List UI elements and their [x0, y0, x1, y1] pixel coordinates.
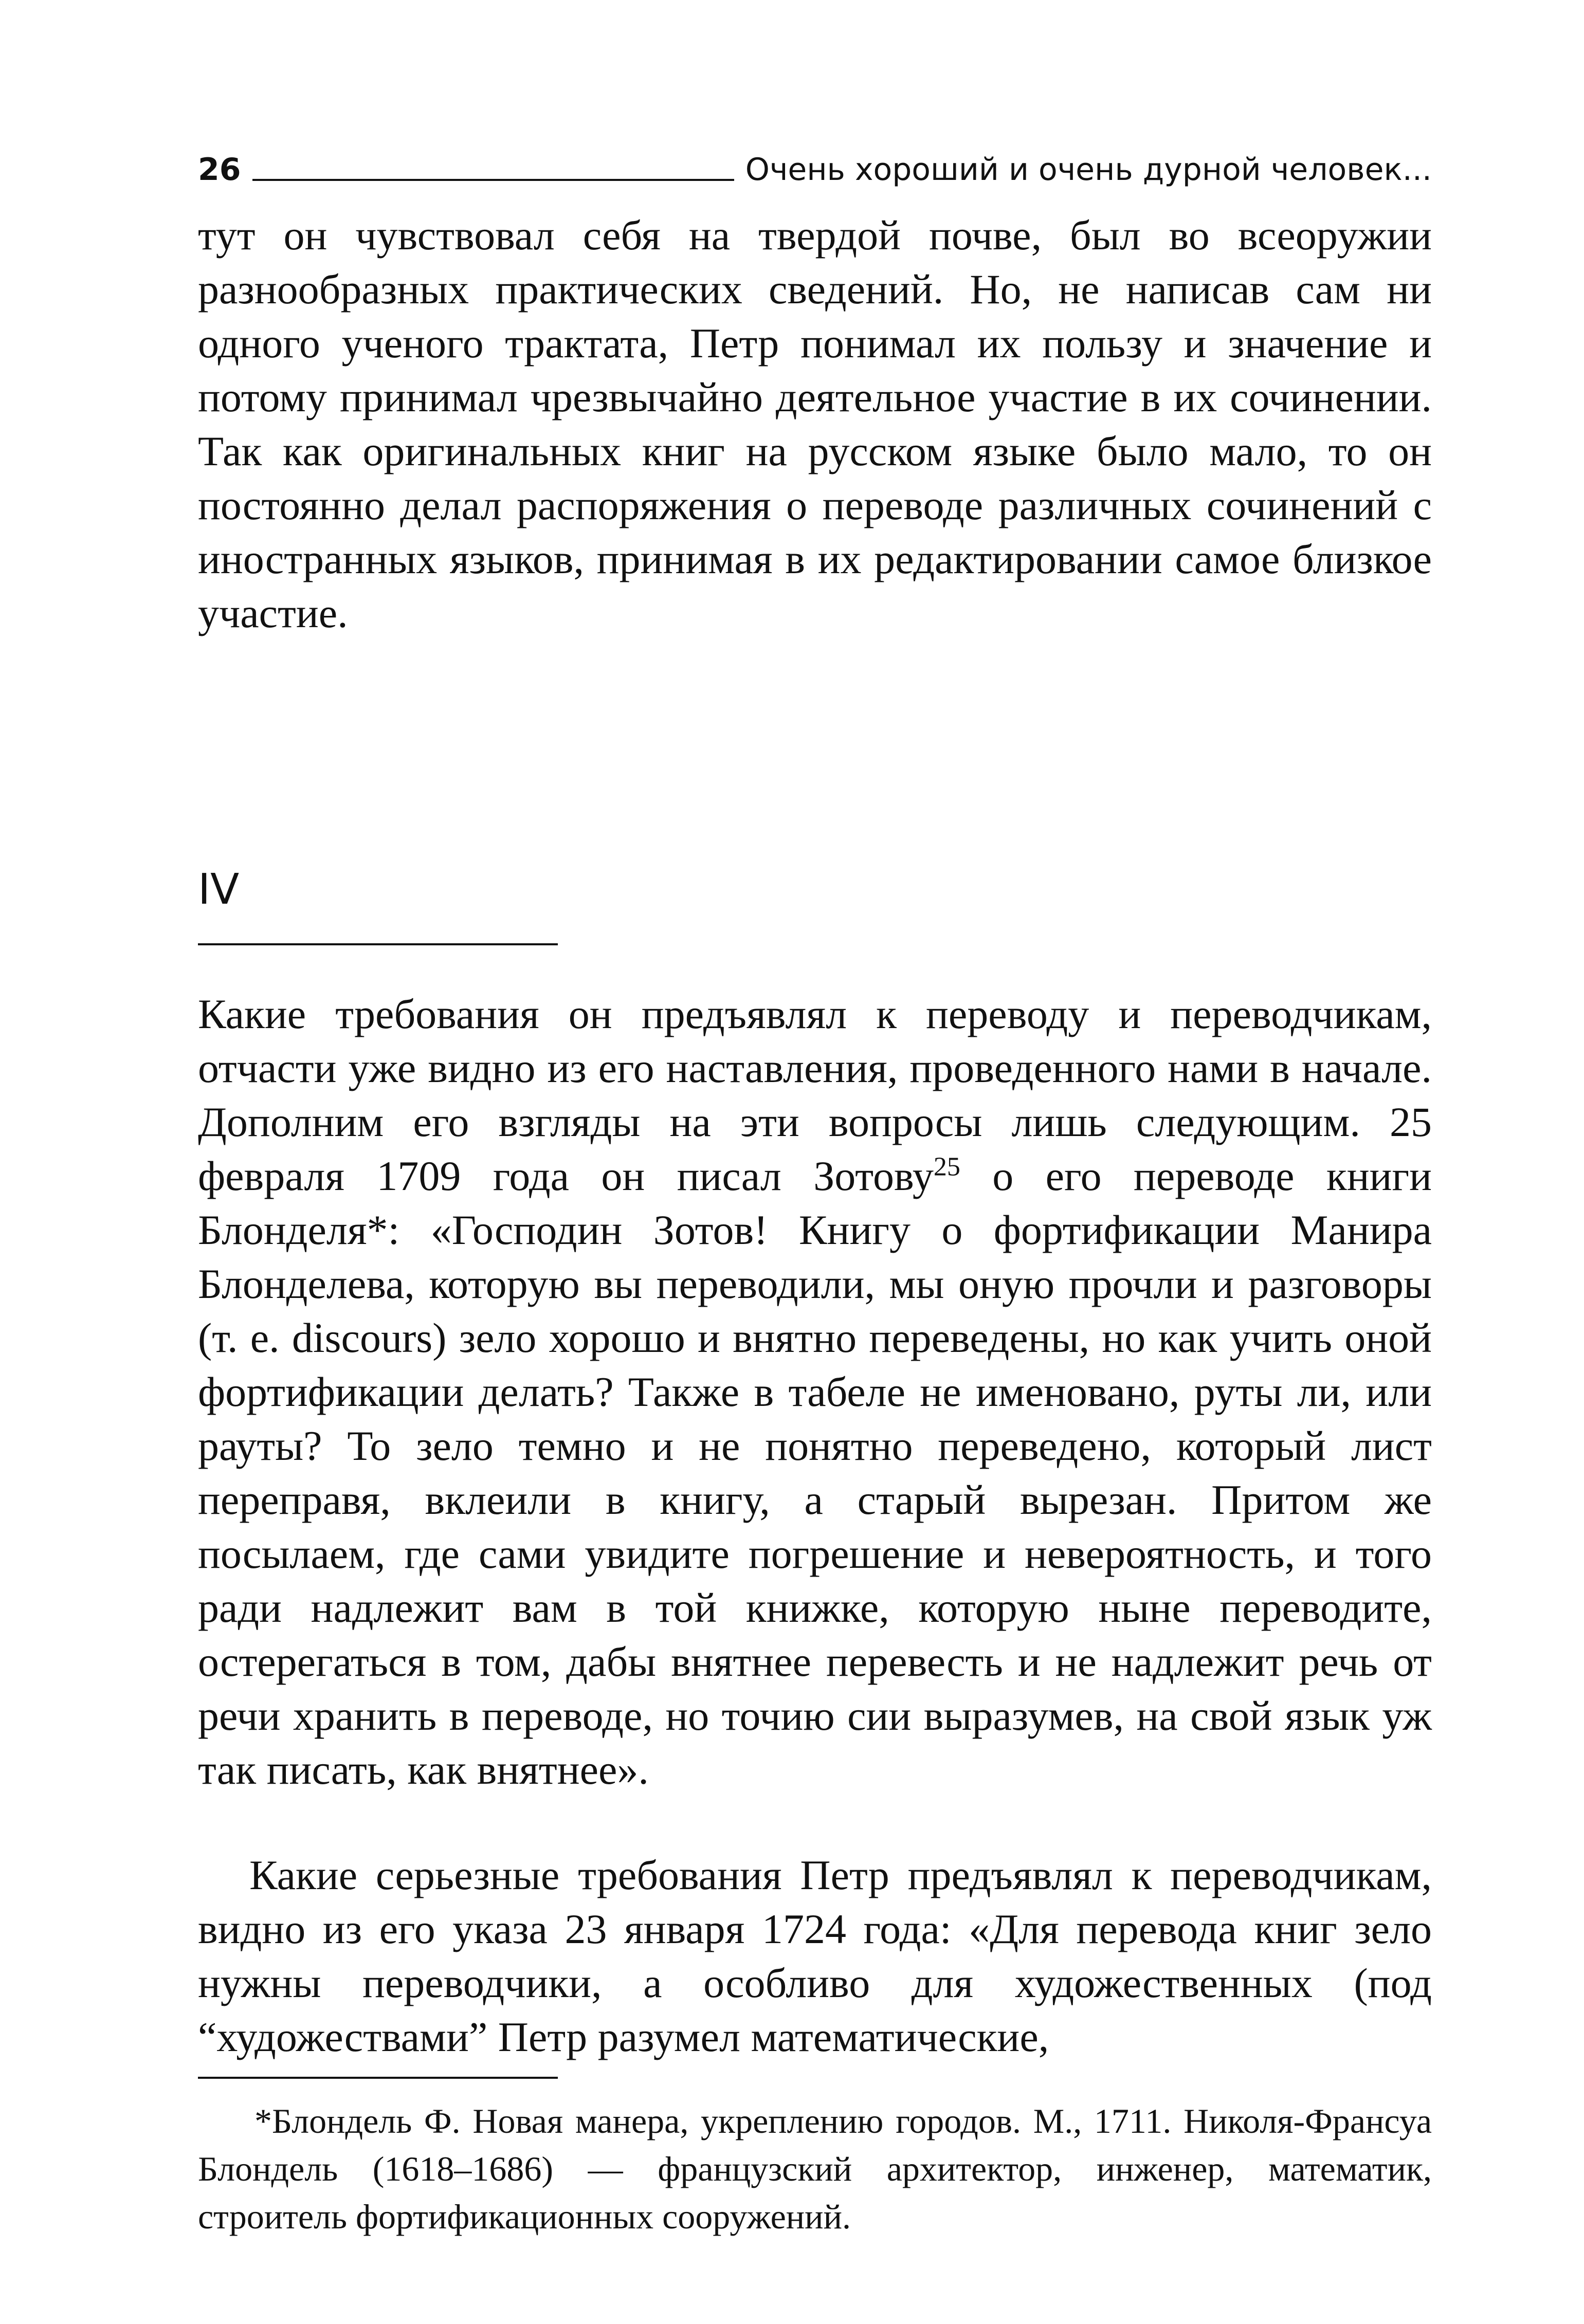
running-head	[198, 139, 1432, 188]
paragraph-3: Какие серьезные требования Петр предъявлял к переводчикам, видно из его указа 23 января 1724 года: «Для перевода книг зело нужны переводчики, а особливо для художественных (под “художествами” Петр разумел математические,	[198, 1852, 1432, 2060]
footnote: *Блондель Ф. Новая манера, укреплению городов. М., 1711. Николя-Франсуа Блондель (1618–1686) — французский архитектор, инженер, математик, строитель фортификационных сооружений.	[198, 2101, 1432, 2236]
section-rule	[198, 943, 558, 945]
running-head-title: Очень хороший и очень дурной человек...	[745, 152, 1432, 188]
paragraph-2	[198, 987, 1432, 1797]
paragraph-1: тут он чувствовал себя на твердой почве, был во всеоружии разнообразных практических сведений. Но, не написав сам ни одного ученого трактата, Петр понимал их пользу и значение и потому принимал чрезвычайно деятельное участие в их сочинении. Так как оригинальных книг на русском языке было мало, то он постоянно делал распоряжения о переводе различных сочинений с иностранных языков, принимая в их редактировании самое близкое участие.	[198, 212, 1432, 636]
book-page	[198, 139, 1432, 2288]
paragraph-2-text-a: Какие требования он предъявлял к переводу и переводчикам, отчасти уже видно из его наставления, проведенного нами в начале. Дополним его взгляды на эти вопросы лишь следующим. 25 февраля 1709 года он писал Зотову	[198, 991, 1432, 1199]
running-head-rule	[252, 179, 734, 181]
paragraph-2-text-b: о его переводе книги Блонделя*: «Господин Зотов! Книгу о фортификации Манира Блонделева, которую вы переводили, мы оную прочли и разговоры (т. е. discours) зело хорошо и внятно переведены, но как учить оной фортификации делать? Также в табеле не именовано, руты ли, или рауты? То зело темно и не понятно переведено, который лист переправя, вклеили в книгу, а старый вырезан. Притом же посылаем, где сами увидите погрешение и невероятность, и того ради надлежит вам в той книжке, которую ныне переводите, остерегаться в том, дабы внятнее перевесть и не надлежит речь от речи хранить в переводе, но точию сии выразумев, на свой язык уж так писать, как внятнее».	[198, 1152, 1432, 1793]
note-reference: 25	[933, 1152, 960, 1182]
section-heading: IV	[198, 865, 240, 914]
footnote-rule	[198, 2077, 558, 2079]
page-number: 26	[198, 152, 241, 188]
